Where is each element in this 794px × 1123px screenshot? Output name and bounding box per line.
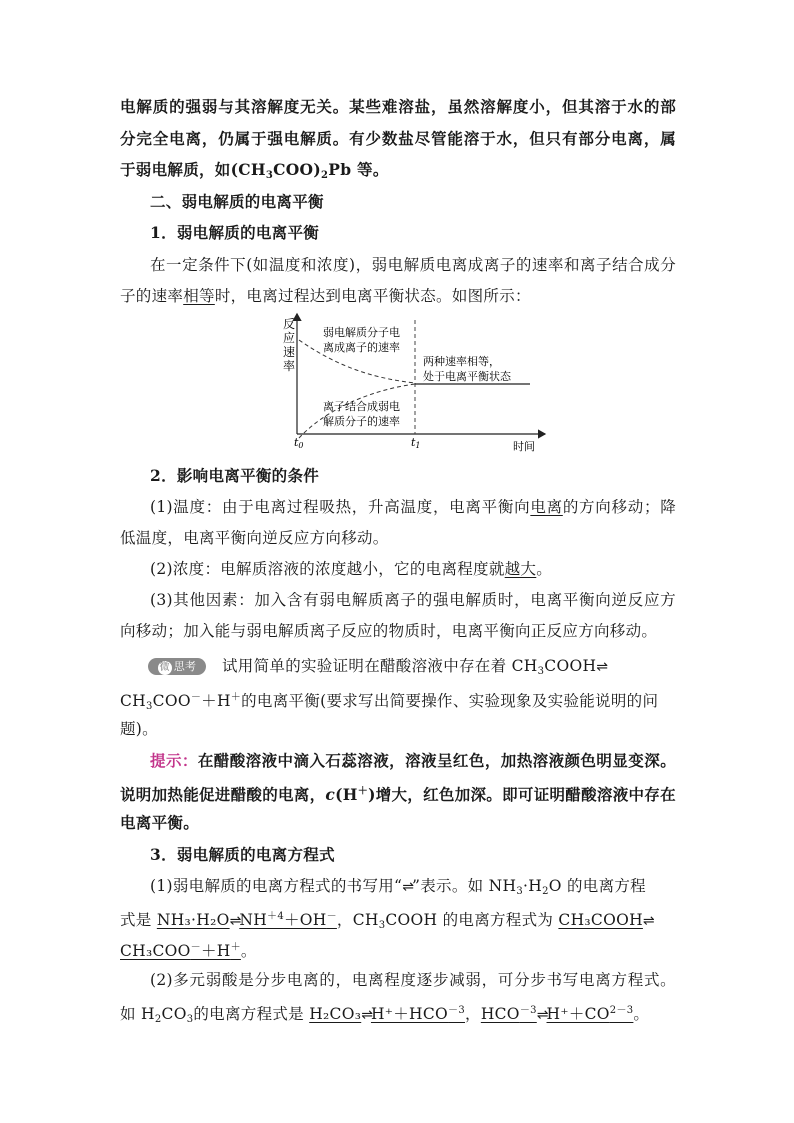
lower-curve-label: 离子结合成弱电: [323, 400, 400, 413]
ionization-equilibrium-diagram: [275, 310, 555, 455]
t1-label: t1: [411, 436, 421, 450]
y-axis-label-char: 速: [283, 345, 296, 359]
hint-label: 提示：: [150, 751, 198, 770]
y-axis-label-char: 率: [283, 359, 296, 373]
paragraph-line: 如 $H_2CO_3$的电离方程式是 $H_2CO_3\rightleftharpoons H^++HCO^{-3}$，$HCO^{-3}\rightleftharpoons H^++CO^{2-3}$。: [120, 1005, 650, 1025]
paragraph-line: 电解质的强弱与其溶解度无关。某些难溶盐，虽然溶解度小，但其溶于水的部: [120, 97, 676, 116]
paragraph-line: (2)多元弱酸是分步电离的，电离程度逐步减弱，可分步书写电离方程式。: [150, 971, 676, 989]
paragraph-line: (2)浓度：电解质溶液的浓度越小，它的电离程度就越大。: [150, 560, 553, 578]
subsection-title: 1．弱电解质的电离平衡: [150, 223, 320, 242]
y-axis-label-char: 反: [283, 317, 296, 331]
hint-line: 说明加热能促进醋酸的电离，c(H＋)增大，红色加深。即可证明醋酸溶液中存在: [120, 785, 676, 804]
hint-line: 提示：在醋酸溶液中滴入石蕊溶液，溶液呈红色，加热溶液颜色明显变深。: [150, 751, 676, 770]
paragraph-line: (1)温度：由于电离过程吸热，升高温度，电离平衡向电离的方向移动；降: [150, 498, 676, 516]
reversible-arrow-icon: ⇌: [536, 1007, 547, 1023]
paragraph-line: $CH_3COO^-+H^+$的电离平衡(要求写出简要操作、实验现象及实验能说明的问: [120, 692, 659, 712]
upper-curve-label: 离成离子的速率: [323, 341, 400, 354]
reversible-arrow-icon: ⇌: [596, 659, 607, 675]
paragraph-line: (3)其他因素：加入含有弱电解质离子的强电解质时，电离平衡向逆反应方: [150, 591, 676, 609]
reversible-arrow-icon: ⇌: [402, 879, 413, 895]
paragraph-line: 子的速率相等时，电离过程达到电离平衡状态。如图所示：: [120, 287, 531, 305]
equilibrium-label: 处于电离平衡状态: [423, 370, 511, 383]
hint-line: 电离平衡。: [120, 813, 200, 832]
t0-label: t0: [294, 436, 304, 450]
reversible-arrow-icon: ⇌: [361, 1007, 371, 1023]
paragraph-line: CH₃COO－＋H＋。: [120, 942, 257, 960]
paragraph-line: (1)弱电解质的电离方程式的书写用“⇌”表示。如 $NH_3\cdot H_2O$ 的电离方程: [150, 877, 646, 897]
paragraph-line: 低温度，电离平衡向逆反应方向移动。: [120, 529, 389, 547]
equilibrium-label: 两种速率相等，: [423, 355, 500, 368]
y-axis-label-char: 应: [283, 331, 296, 345]
paragraph-line: 在一定条件下(如温度和浓度)，弱电解质电离成离子的速率和离子结合成分: [150, 256, 676, 274]
subsection-title: 3．弱电解质的电离方程式: [150, 845, 335, 864]
paragraph-line: 于弱电解质，如$(CH_3COO)_2Pb$ 等。: [120, 160, 389, 181]
lower-curve-label: 解质分子的速率: [323, 415, 400, 428]
reversible-arrow-icon: ⇌: [229, 913, 240, 929]
section-title: 二、弱电解质的电离平衡: [150, 192, 324, 211]
paragraph-line: 式是 $NH_3\cdot H_2O\rightleftharpoons NH^{+4}+OH^-$，$CH_3COOH$ 的电离方程式为 CH₃COOH⇌: [120, 911, 653, 931]
paragraph-line: 题)。: [120, 720, 158, 738]
x-axis-label: 时间: [513, 440, 535, 453]
upper-curve-label: 弱电解质分子电: [323, 326, 400, 339]
think-question-line: 微 思考 试用简单的实验证明在醋酸溶液中存在着 $CH_3COOH\rightleftharpoons$: [148, 656, 676, 682]
reversible-arrow-icon: ⇌: [642, 913, 653, 929]
subsection-title: 2．影响电离平衡的条件: [150, 466, 320, 485]
think-badge: 微 思考: [148, 658, 206, 675]
paragraph-line: 向移动；加入能与弱电解质离子反应的物质时，电离平衡向正反应方向移动。: [120, 622, 658, 640]
paragraph-line: 分完全电离，仍属于强电解质。有少数盐尽管能溶于水，但只有部分电离，属: [120, 129, 676, 148]
